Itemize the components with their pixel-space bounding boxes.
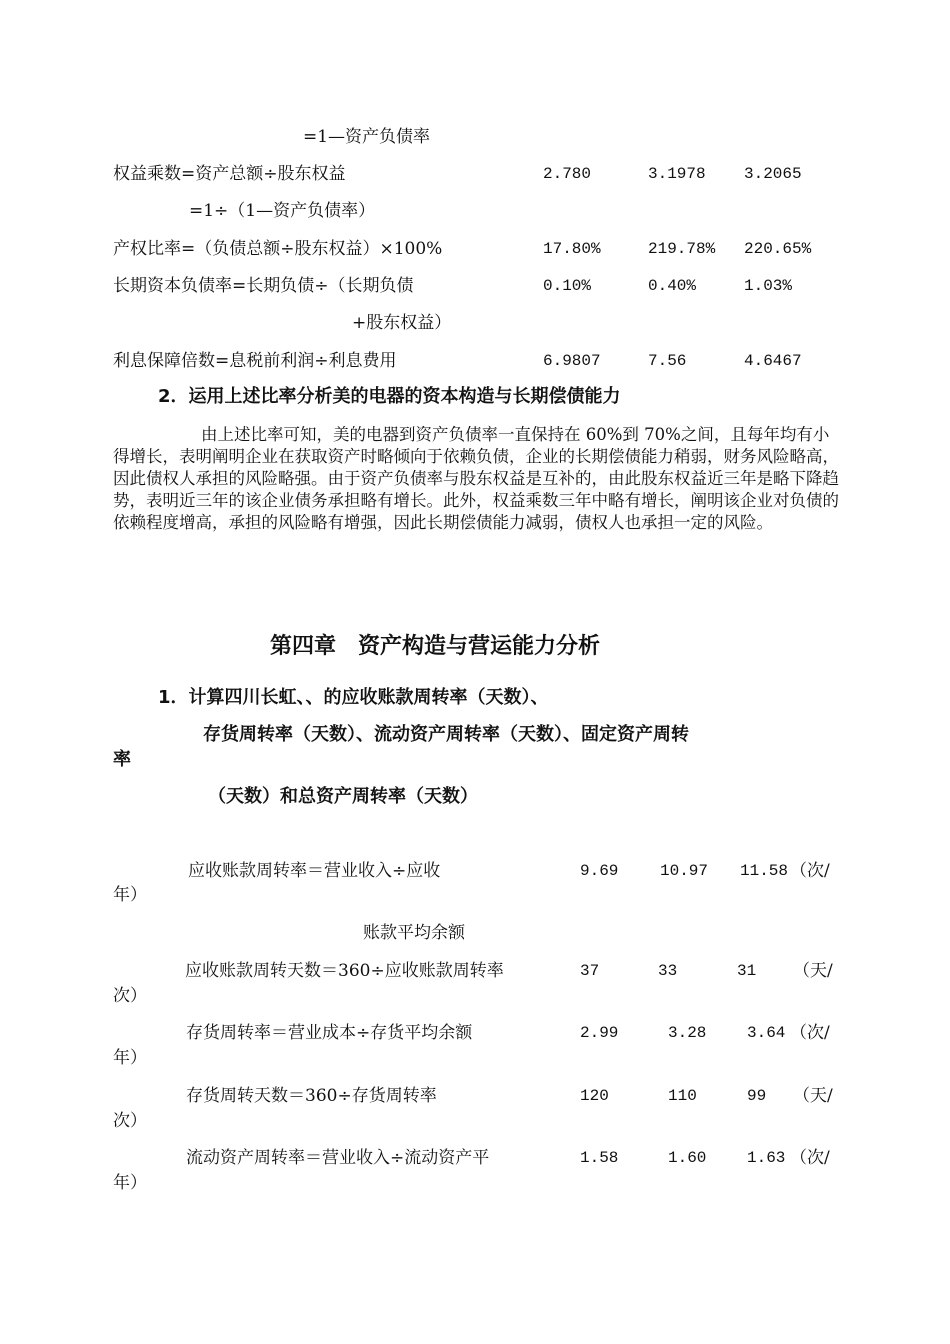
receivable-days-value-2: 33 xyxy=(658,962,678,980)
equity-ratio-value-1: 17.80% xyxy=(543,240,601,258)
receivable-turnover-value-3: 11.58 xyxy=(740,862,789,880)
equity-multiplier-formula: 权益乘数=资产总额÷股东权益 xyxy=(113,164,346,184)
inventory-days-formula: 存货周转天数＝360÷存货周转率 xyxy=(186,1086,437,1106)
long-term-debt-ratio-formula-cont: +股东权益） xyxy=(352,313,452,333)
section-2-heading: 2．运用上述比率分析美的电器的资本构造与长期偿债能力 xyxy=(158,386,621,407)
current-asset-turnover-value-3: 1.63 xyxy=(747,1149,786,1167)
receivable-turnover-formula: 应收账款周转率＝营业收入÷应收 xyxy=(188,861,441,881)
analysis-paragraph-text: 由上述比率可知，美的电器到资产负债率一直保持在 60%到 70%之间，且每年均有小得增长，表明阐明企业在获取资产时略倾向于依赖负债，企业的长期偿债能力稍弱，财务风险略高，因此债权人承担的风险略强。由于资产负债率与股东权益是互补的，由此股东权益近三年是略下降趋势，表明近三年的该企业债务承担略有增长。此外，权益乘数三年中略有增长，阐明该企业对负债的依赖程度增高，承担的风险略有增强，因此长期偿债能力减弱，债权人也承担一定的风险。 xyxy=(113,425,839,532)
equity-multiplier-alt-formula: =1÷（1—资产负债率） xyxy=(189,201,376,221)
long-term-debt-ratio-value-2: 0.40% xyxy=(648,277,697,295)
chapter-title: 第四章 资产构造与营运能力分析 xyxy=(270,634,601,659)
inventory-days-value-1: 120 xyxy=(580,1087,609,1105)
receivable-days-value-1: 37 xyxy=(580,962,600,980)
equity-ratio-formula: 产权比率=（负债总额÷股东权益）×100% xyxy=(113,239,443,259)
inventory-turnover-unit-wrap: 年） xyxy=(113,1048,147,1068)
analysis-paragraph xyxy=(113,424,839,534)
inventory-turnover-formula: 存货周转率＝营业成本÷存货平均余额 xyxy=(186,1023,473,1043)
chapter-heading-line-2: 存货周转率（天数）、流动资产周转率（天数）、固定资产周转 xyxy=(203,724,689,745)
long-term-debt-ratio-formula: 长期资本负债率=长期负债÷（长期负债 xyxy=(113,276,414,296)
receivable-days-unit-wrap: 次） xyxy=(113,986,147,1006)
chapter-heading-line-3: （天数）和总资产周转率（天数） xyxy=(208,786,478,807)
receivable-turnover-unit: （次/ xyxy=(790,861,830,881)
receivable-turnover-unit-wrap: 年） xyxy=(113,885,147,905)
current-asset-turnover-value-2: 1.60 xyxy=(668,1149,707,1167)
long-term-debt-ratio-value-3: 1.03% xyxy=(744,277,793,295)
receivable-turnover-value-1: 9.69 xyxy=(580,862,619,880)
inventory-turnover-value-3: 3.64 xyxy=(747,1024,786,1042)
interest-coverage-value-2: 7.56 xyxy=(648,352,687,370)
receivable-turnover-formula-cont: 账款平均余额 xyxy=(363,923,465,943)
receivable-days-unit: （天/ xyxy=(793,961,833,981)
chapter-heading-line-1: 1．计算四川长虹、、的应收账款周转率（天数）、 xyxy=(158,687,549,708)
receivable-days-value-3: 31 xyxy=(737,962,757,980)
current-asset-turnover-unit: （次/ xyxy=(790,1148,830,1168)
inventory-turnover-value-2: 3.28 xyxy=(668,1024,707,1042)
inventory-turnover-value-1: 2.99 xyxy=(580,1024,619,1042)
receivable-turnover-value-2: 10.97 xyxy=(660,862,709,880)
equity-ratio-value-2: 219.78% xyxy=(648,240,716,258)
inventory-turnover-unit: （次/ xyxy=(790,1023,830,1043)
interest-coverage-value-3: 4.6467 xyxy=(744,352,802,370)
equity-multiplier-value-1: 2.780 xyxy=(543,165,592,183)
inventory-days-value-2: 110 xyxy=(668,1087,697,1105)
chapter-heading-line-2-wrap: 率 xyxy=(113,749,131,770)
equity-multiplier-value-3: 3.2065 xyxy=(744,165,802,183)
equity-ratio-value-3: 220.65% xyxy=(744,240,812,258)
ratio-formula-continuation: =1—资产负债率 xyxy=(303,127,431,147)
inventory-days-unit-wrap: 次） xyxy=(113,1111,147,1131)
current-asset-turnover-value-1: 1.58 xyxy=(580,1149,619,1167)
interest-coverage-formula: 利息保障倍数=息税前利润÷利息费用 xyxy=(113,351,397,371)
equity-multiplier-value-2: 3.1978 xyxy=(648,165,706,183)
inventory-days-value-3: 99 xyxy=(747,1087,767,1105)
receivable-days-formula: 应收账款周转天数＝360÷应收账款周转率 xyxy=(185,961,504,981)
inventory-days-unit: （天/ xyxy=(793,1086,833,1106)
long-term-debt-ratio-value-1: 0.10% xyxy=(543,277,592,295)
current-asset-turnover-formula: 流动资产周转率＝营业收入÷流动资产平 xyxy=(186,1148,490,1168)
interest-coverage-value-1: 6.9807 xyxy=(543,352,601,370)
current-asset-turnover-unit-wrap: 年） xyxy=(113,1173,147,1193)
